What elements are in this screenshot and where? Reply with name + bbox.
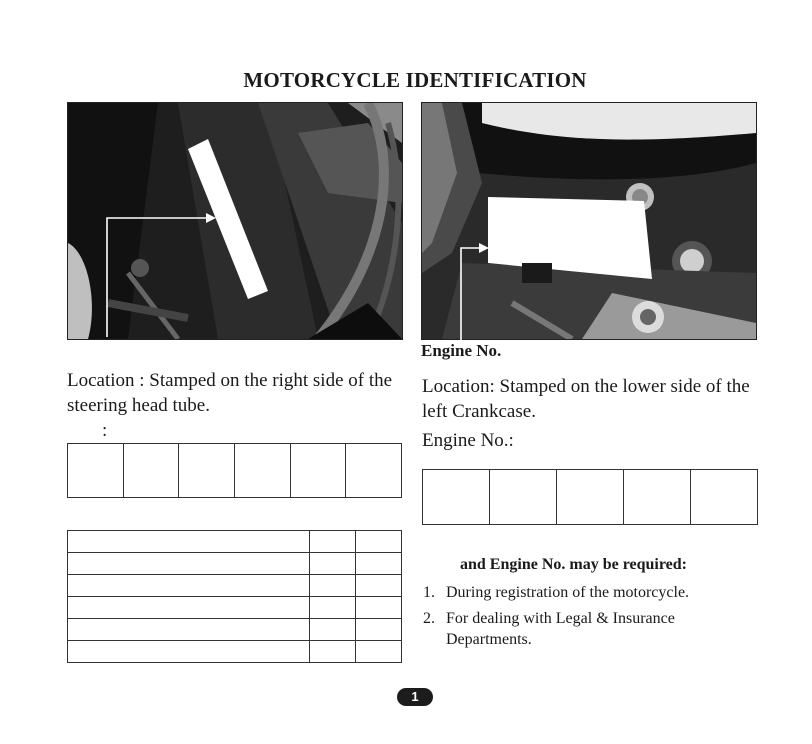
list-item-number: 1. (423, 584, 435, 601)
notes-list (423, 582, 763, 652)
page-title: MOTORCYCLE IDENTIFICATION (243, 68, 587, 92)
list-item-text: During registration of the motorcycle. (446, 584, 690, 601)
frame-number-boxes (67, 443, 402, 498)
engine-number-box (490, 470, 557, 524)
frame-number-box (68, 444, 124, 497)
engine-number-box (691, 470, 757, 524)
frame-number-box (346, 444, 401, 497)
frame-number-box (179, 444, 235, 497)
list-item (423, 608, 763, 650)
notes-heading: and Engine No. may be required: (460, 556, 687, 573)
table-row (68, 619, 402, 641)
list-item (423, 582, 763, 603)
frame-number-label: : (102, 420, 108, 441)
frame-number-box (124, 444, 180, 497)
table-row (68, 641, 402, 663)
table-row (68, 597, 402, 619)
engine-number-boxes (422, 469, 758, 525)
engine-number-box (557, 470, 624, 524)
table-row (68, 575, 402, 597)
engine-number-box (423, 470, 490, 524)
list-item-number: 2. (423, 610, 435, 627)
engine-number-box (624, 470, 691, 524)
frame-number-box (235, 444, 291, 497)
page-number-badge: 1 (397, 688, 433, 706)
list-item-text: For dealing with Legal & Insurance Departments. (446, 610, 675, 648)
engine-photo-caption: Engine No. (421, 341, 502, 360)
engine-location-text: Location: Stamped on the lower side of the left Crankcase. (422, 376, 750, 422)
frame-number-box (291, 444, 347, 497)
table-row (68, 531, 402, 553)
frame-location-text: Location : Stamped on the right side of the steering head tube. (67, 370, 393, 416)
registration-table (67, 530, 402, 663)
callout-arrow-right (457, 240, 497, 340)
engine-number-label: Engine No.: (422, 430, 514, 451)
table-row (68, 553, 402, 575)
callout-arrow-left (104, 212, 244, 337)
